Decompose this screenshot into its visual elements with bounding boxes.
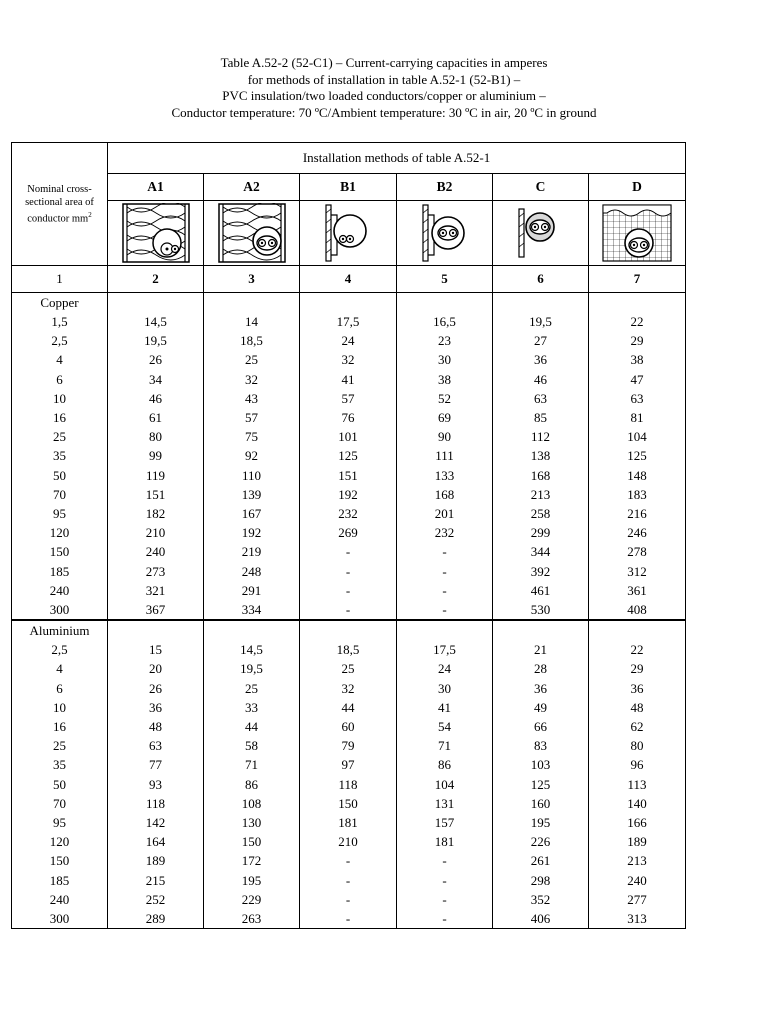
- capacity-cell: -: [300, 871, 397, 890]
- column-number: 1: [12, 266, 108, 293]
- method-a2-illustration: [204, 201, 300, 266]
- capacity-cell: -: [300, 600, 397, 620]
- capacity-cell: 142: [108, 813, 204, 832]
- capacity-cell: 26: [108, 350, 204, 369]
- capacity-cell: 33: [204, 698, 300, 717]
- capacity-cell: 213: [589, 851, 686, 870]
- capacity-cell: 232: [300, 504, 397, 523]
- capacity-cell: 201: [397, 504, 493, 523]
- capacity-cell: 258: [493, 504, 589, 523]
- capacity-cell: 321: [108, 581, 204, 600]
- table-row: [12, 542, 686, 561]
- table-row: [12, 389, 686, 408]
- method-d-illustration: [589, 201, 686, 266]
- capacity-cell: 110: [204, 466, 300, 485]
- table-row: [12, 562, 686, 581]
- insulated-wall-conduit-multicore-icon: [217, 203, 287, 263]
- capacity-cell: 48: [108, 717, 204, 736]
- capacity-cell: 167: [204, 504, 300, 523]
- capacity-cell: 313: [589, 909, 686, 929]
- capacity-cell: 86: [204, 775, 300, 794]
- capacity-cell: 58: [204, 736, 300, 755]
- capacity-cell: 166: [589, 813, 686, 832]
- capacity-cell: -: [397, 890, 493, 909]
- table-row: [12, 775, 686, 794]
- capacity-cell: 41: [397, 698, 493, 717]
- table-row: [12, 755, 686, 774]
- cross-section-cell: 50: [12, 466, 108, 485]
- method-code-b2: B2: [397, 174, 493, 201]
- capacity-cell: 216: [589, 504, 686, 523]
- capacity-cell: 24: [397, 659, 493, 678]
- capacity-cell: 131: [397, 794, 493, 813]
- capacity-cell: 150: [204, 832, 300, 851]
- table-row: [12, 659, 686, 678]
- capacity-cell: 530: [493, 600, 589, 620]
- capacity-cell: 189: [589, 832, 686, 851]
- capacity-cell: 269: [300, 523, 397, 542]
- capacity-cell: 195: [493, 813, 589, 832]
- capacity-cell: 36: [493, 350, 589, 369]
- method-code-d: D: [589, 174, 686, 201]
- capacity-cell: 71: [204, 755, 300, 774]
- capacity-cell: 192: [300, 485, 397, 504]
- capacity-cell: 57: [204, 408, 300, 427]
- capacity-cell: 79: [300, 736, 397, 755]
- table-row: [12, 446, 686, 465]
- capacity-cell: 90: [397, 427, 493, 446]
- capacity-cell: 41: [300, 370, 397, 389]
- capacity-cell: 461: [493, 581, 589, 600]
- capacity-cell: 289: [108, 909, 204, 929]
- table-row: [12, 698, 686, 717]
- method-b1-illustration: [300, 201, 397, 266]
- cross-section-cell: 240: [12, 581, 108, 600]
- capacity-cell: 112: [493, 427, 589, 446]
- capacity-cell: 38: [397, 370, 493, 389]
- capacity-cell: 181: [300, 813, 397, 832]
- capacity-cell: 278: [589, 542, 686, 561]
- capacity-cell: -: [397, 581, 493, 600]
- cross-section-cell: 185: [12, 871, 108, 890]
- capacity-cell: 14,5: [108, 312, 204, 331]
- cross-section-cell: 50: [12, 775, 108, 794]
- capacity-cell: 99: [108, 446, 204, 465]
- capacity-cell: 118: [108, 794, 204, 813]
- capacity-cell: 181: [397, 832, 493, 851]
- capacity-cell: 101: [300, 427, 397, 446]
- capacity-cell: 210: [300, 832, 397, 851]
- capacity-cell: 26: [108, 679, 204, 698]
- method-code-a2: A2: [204, 174, 300, 201]
- cross-section-cell: 25: [12, 736, 108, 755]
- capacity-cell: 46: [108, 389, 204, 408]
- capacity-cell: 81: [589, 408, 686, 427]
- table-row: [12, 581, 686, 600]
- capacity-cell: 172: [204, 851, 300, 870]
- capacity-cell: 240: [589, 871, 686, 890]
- capacity-cell: 210: [108, 523, 204, 542]
- capacity-cell: 352: [493, 890, 589, 909]
- cross-section-cell: 95: [12, 813, 108, 832]
- capacity-cell: 183: [589, 485, 686, 504]
- capacity-cell: 108: [204, 794, 300, 813]
- capacity-cell: 77: [108, 755, 204, 774]
- table-row: [12, 813, 686, 832]
- nominal-label-line: Nominal cross-: [27, 183, 92, 195]
- capacity-cell: 118: [300, 775, 397, 794]
- capacity-cell: 21: [493, 640, 589, 659]
- cross-section-cell: 240: [12, 890, 108, 909]
- capacity-cell: 63: [108, 736, 204, 755]
- group-name: Copper: [12, 293, 108, 313]
- capacity-cell: 47: [589, 370, 686, 389]
- table-row: [12, 794, 686, 813]
- cross-section-cell: 120: [12, 523, 108, 542]
- capacity-cell: 344: [493, 542, 589, 561]
- capacity-cell: 248: [204, 562, 300, 581]
- capacity-cell: 367: [108, 600, 204, 620]
- cross-section-cell: 95: [12, 504, 108, 523]
- table-row: [12, 679, 686, 698]
- capacity-cell: 261: [493, 851, 589, 870]
- capacity-cell: 164: [108, 832, 204, 851]
- capacity-cell: 44: [204, 717, 300, 736]
- capacity-cell: 15: [108, 640, 204, 659]
- table-row: [12, 504, 686, 523]
- capacity-cell: 229: [204, 890, 300, 909]
- capacity-cell: 14,5: [204, 640, 300, 659]
- capacity-cell: 263: [204, 909, 300, 929]
- capacity-cell: 150: [300, 794, 397, 813]
- cross-section-cell: 4: [12, 350, 108, 369]
- capacity-cell: 168: [397, 485, 493, 504]
- capacity-cell: 27: [493, 331, 589, 350]
- capacity-cell: 182: [108, 504, 204, 523]
- capacity-cell: 133: [397, 466, 493, 485]
- capacity-cell: 83: [493, 736, 589, 755]
- nominal-label-line: sectional area of: [25, 196, 94, 208]
- capacity-cell: 18,5: [300, 640, 397, 659]
- capacity-cell: 22: [589, 312, 686, 331]
- capacity-cell: 130: [204, 813, 300, 832]
- capacity-cell: 18,5: [204, 331, 300, 350]
- capacity-cell: 157: [397, 813, 493, 832]
- capacity-cell: -: [397, 909, 493, 929]
- capacity-cell: 28: [493, 659, 589, 678]
- capacity-cell: 71: [397, 736, 493, 755]
- column-number: 5: [397, 266, 493, 293]
- table-row: [12, 890, 686, 909]
- installation-methods-header: Installation methods of table A.52-1: [108, 143, 686, 174]
- capacity-cell: 86: [397, 755, 493, 774]
- capacity-cell: 298: [493, 871, 589, 890]
- capacity-cell: 75: [204, 427, 300, 446]
- table-row: [12, 909, 686, 929]
- capacity-cell: 125: [493, 775, 589, 794]
- capacity-cell: 19,5: [108, 331, 204, 350]
- capacity-cell: 406: [493, 909, 589, 929]
- capacity-cell: 291: [204, 581, 300, 600]
- cross-section-cell: 10: [12, 389, 108, 408]
- capacity-cell: 80: [108, 427, 204, 446]
- method-code-a1: A1: [108, 174, 204, 201]
- capacity-cell: 113: [589, 775, 686, 794]
- capacity-cell: 151: [300, 466, 397, 485]
- capacity-cell: 38: [589, 350, 686, 369]
- capacity-cell: -: [397, 562, 493, 581]
- cross-section-cell: 4: [12, 659, 108, 678]
- capacity-cell: 312: [589, 562, 686, 581]
- column-number: 3: [204, 266, 300, 293]
- capacity-cell: 25: [300, 659, 397, 678]
- table-row: [12, 370, 686, 389]
- capacity-cell: 61: [108, 408, 204, 427]
- capacity-table: [11, 142, 686, 929]
- column-number: 6: [493, 266, 589, 293]
- table-row: [12, 408, 686, 427]
- capacity-cell: 23: [397, 331, 493, 350]
- capacity-cell: 111: [397, 446, 493, 465]
- table-row: [12, 600, 686, 620]
- table-row: [12, 331, 686, 350]
- capacity-cell: 277: [589, 890, 686, 909]
- capacity-cell: 119: [108, 466, 204, 485]
- title-line-1: Table A.52-2 (52-C1) – Current-carrying capacities in amperes: [220, 55, 548, 70]
- cross-section-cell: 35: [12, 446, 108, 465]
- cross-section-cell: 1,5: [12, 312, 108, 331]
- title-line-2: for methods of installation in table A.52-1 (52-B1) –: [247, 71, 521, 87]
- column-number: 2: [108, 266, 204, 293]
- table-row: [12, 485, 686, 504]
- capacity-cell: 215: [108, 871, 204, 890]
- capacity-cell: -: [300, 581, 397, 600]
- cross-section-cell: 300: [12, 909, 108, 929]
- table-row: [12, 427, 686, 446]
- title-line-4: Conductor temperature: 70 ºC/Ambient temperature: 30 ºC in air, 20 ºC in ground: [171, 104, 597, 120]
- capacity-cell: 138: [493, 446, 589, 465]
- capacity-cell: 32: [204, 370, 300, 389]
- capacity-cell: 30: [397, 679, 493, 698]
- table-row: [12, 466, 686, 485]
- capacity-cell: 139: [204, 485, 300, 504]
- table-title: [0, 55, 768, 121]
- cross-section-cell: 25: [12, 427, 108, 446]
- cross-section-cell: 300: [12, 600, 108, 620]
- capacity-cell: 66: [493, 717, 589, 736]
- capacity-cell: 246: [589, 523, 686, 542]
- cross-section-cell: 150: [12, 542, 108, 561]
- capacity-cell: -: [397, 851, 493, 870]
- capacity-cell: 160: [493, 794, 589, 813]
- capacity-cell: 92: [204, 446, 300, 465]
- capacity-cell: 97: [300, 755, 397, 774]
- capacity-cell: 17,5: [397, 640, 493, 659]
- table-row: [12, 832, 686, 851]
- capacity-cell: 80: [589, 736, 686, 755]
- capacity-cell: 36: [108, 698, 204, 717]
- capacity-cell: 240: [108, 542, 204, 561]
- capacity-cell: 24: [300, 331, 397, 350]
- capacity-cell: 52: [397, 389, 493, 408]
- column-number: 4: [300, 266, 397, 293]
- capacity-cell: 36: [589, 679, 686, 698]
- capacity-cell: 14: [204, 312, 300, 331]
- capacity-cell: 29: [589, 659, 686, 678]
- capacity-cell: 104: [589, 427, 686, 446]
- capacity-cell: 168: [493, 466, 589, 485]
- capacity-cell: 93: [108, 775, 204, 794]
- capacity-cell: 392: [493, 562, 589, 581]
- capacity-cell: 32: [300, 679, 397, 698]
- cross-section-cell: 2,5: [12, 640, 108, 659]
- capacity-cell: 60: [300, 717, 397, 736]
- capacity-cell: 219: [204, 542, 300, 561]
- capacity-cell: 17,5: [300, 312, 397, 331]
- method-code-b1: B1: [300, 174, 397, 201]
- capacity-cell: 226: [493, 832, 589, 851]
- cross-section-cell: 2,5: [12, 331, 108, 350]
- capacity-cell: -: [300, 909, 397, 929]
- capacity-cell: 192: [204, 523, 300, 542]
- capacity-cell: 252: [108, 890, 204, 909]
- capacity-cell: 49: [493, 698, 589, 717]
- capacity-cell: 19,5: [204, 659, 300, 678]
- cross-section-cell: 35: [12, 755, 108, 774]
- cross-section-cell: 185: [12, 562, 108, 581]
- capacity-cell: 299: [493, 523, 589, 542]
- conduit-on-wall-single-icon: [323, 203, 373, 263]
- capacity-cell: -: [300, 851, 397, 870]
- capacity-cell: 125: [300, 446, 397, 465]
- group-row: [12, 293, 686, 313]
- capacity-cell: 20: [108, 659, 204, 678]
- capacity-cell: 189: [108, 851, 204, 870]
- capacity-cell: 69: [397, 408, 493, 427]
- table-row: [12, 851, 686, 870]
- table-row: [12, 350, 686, 369]
- cross-section-cell: 6: [12, 370, 108, 389]
- table-row: [12, 312, 686, 331]
- capacity-cell: 22: [589, 640, 686, 659]
- table-row: [12, 736, 686, 755]
- capacity-cell: 46: [493, 370, 589, 389]
- column-number: 7: [589, 266, 686, 293]
- capacity-cell: 30: [397, 350, 493, 369]
- capacity-cell: 25: [204, 679, 300, 698]
- capacity-cell: 19,5: [493, 312, 589, 331]
- capacity-cell: 63: [493, 389, 589, 408]
- nominal-area-header: [12, 143, 108, 266]
- capacity-cell: -: [300, 890, 397, 909]
- capacity-cell: 54: [397, 717, 493, 736]
- capacity-cell: 140: [589, 794, 686, 813]
- capacity-cell: 103: [493, 755, 589, 774]
- cross-section-cell: 70: [12, 794, 108, 813]
- cross-section-cell: 16: [12, 408, 108, 427]
- capacity-cell: 408: [589, 600, 686, 620]
- capacity-cell: 334: [204, 600, 300, 620]
- capacity-cell: 29: [589, 331, 686, 350]
- cable-clipped-wall-icon: [516, 203, 566, 263]
- nominal-label-line: conductor mm: [27, 213, 89, 225]
- capacity-cell: -: [397, 600, 493, 620]
- capacity-cell: -: [300, 542, 397, 561]
- title-line-3: PVC insulation/two loaded conductors/copper or aluminium –: [222, 88, 546, 103]
- capacity-cell: 96: [589, 755, 686, 774]
- capacity-cell: 85: [493, 408, 589, 427]
- capacity-cell: 25: [204, 350, 300, 369]
- cable-in-ground-duct-icon: [601, 203, 673, 263]
- capacity-cell: 32: [300, 350, 397, 369]
- capacity-cell: 151: [108, 485, 204, 504]
- capacity-cell: 232: [397, 523, 493, 542]
- method-code-c: C: [493, 174, 589, 201]
- method-b2-illustration: [397, 201, 493, 266]
- capacity-cell: 44: [300, 698, 397, 717]
- conduit-on-wall-multicore-icon: [420, 203, 470, 263]
- capacity-cell: 16,5: [397, 312, 493, 331]
- method-c-illustration: [493, 201, 589, 266]
- capacity-cell: 104: [397, 775, 493, 794]
- method-a1-illustration: [108, 201, 204, 266]
- capacity-cell: 361: [589, 581, 686, 600]
- table-row: [12, 523, 686, 542]
- group-name: Aluminium: [12, 620, 108, 640]
- cross-section-cell: 6: [12, 679, 108, 698]
- table-row: [12, 640, 686, 659]
- capacity-cell: -: [397, 871, 493, 890]
- cross-section-cell: 16: [12, 717, 108, 736]
- capacity-cell: 213: [493, 485, 589, 504]
- capacity-cell: 34: [108, 370, 204, 389]
- capacity-cell: 43: [204, 389, 300, 408]
- capacity-cell: 63: [589, 389, 686, 408]
- cross-section-cell: 70: [12, 485, 108, 504]
- table-row: [12, 871, 686, 890]
- cross-section-cell: 120: [12, 832, 108, 851]
- capacity-cell: -: [397, 542, 493, 561]
- capacity-cell: 57: [300, 389, 397, 408]
- unit-superscript: 2: [88, 210, 92, 219]
- capacity-cell: 195: [204, 871, 300, 890]
- capacity-cell: 273: [108, 562, 204, 581]
- group-row: [12, 620, 686, 640]
- capacity-cell: -: [300, 562, 397, 581]
- table-row: [12, 717, 686, 736]
- capacity-cell: 125: [589, 446, 686, 465]
- capacity-cell: 62: [589, 717, 686, 736]
- cross-section-cell: 150: [12, 851, 108, 870]
- capacity-cell: 148: [589, 466, 686, 485]
- capacity-cell: 76: [300, 408, 397, 427]
- capacity-cell: 48: [589, 698, 686, 717]
- insulated-wall-conduit-single-icon: [121, 203, 191, 263]
- cross-section-cell: 10: [12, 698, 108, 717]
- capacity-cell: 36: [493, 679, 589, 698]
